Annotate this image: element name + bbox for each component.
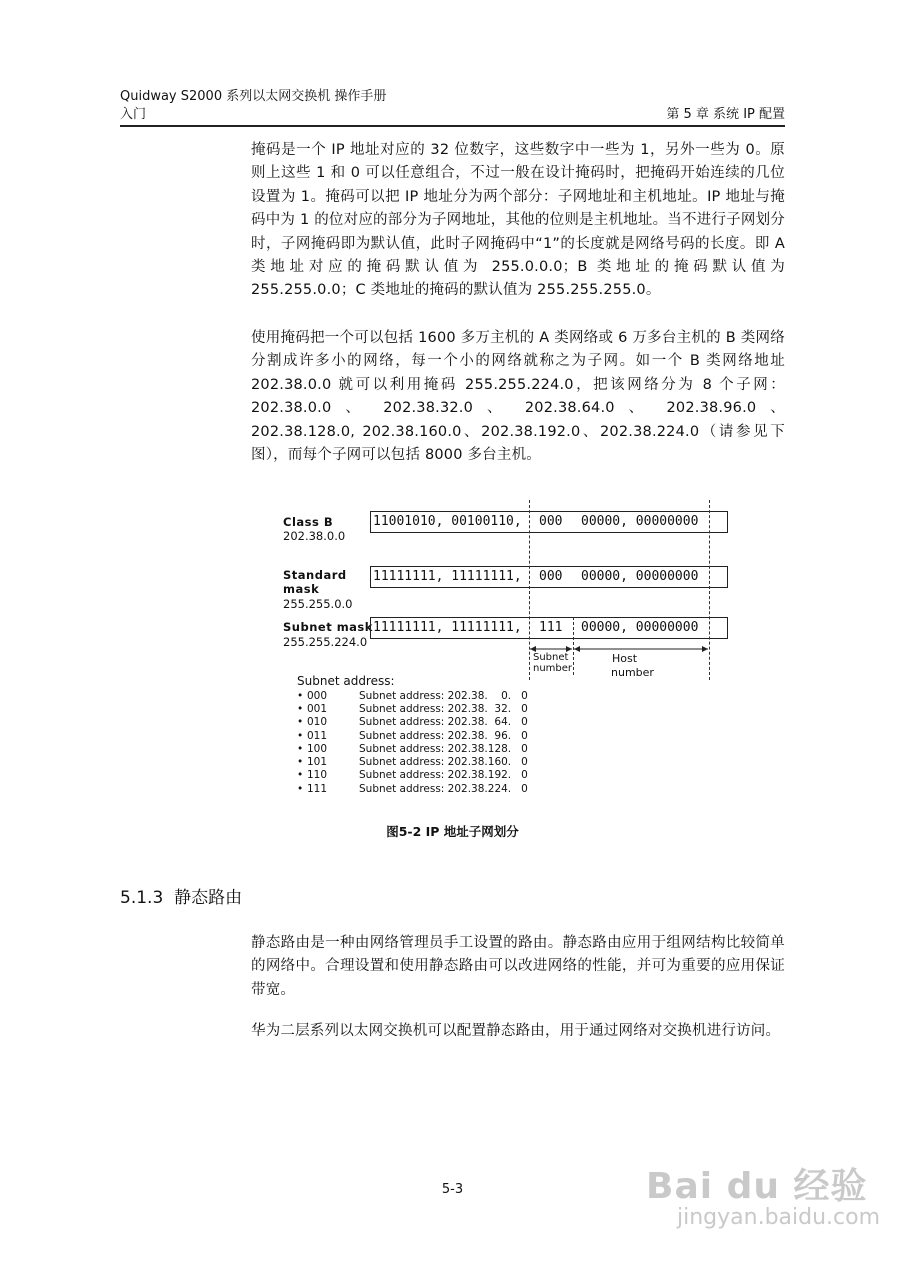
subnet-number-label: Subnet number xyxy=(533,652,573,674)
bits-subnet-mask xyxy=(370,617,728,639)
paragraph-mask-definition: 掩码是一个 IP 地址对应的 32 位数字，这些数字中一些为 1，另外一些为 0。原则上这些 1 和 0 可以任意组合，不过一般在设计掩码时，把掩码开始连续的几位设置为 1。掩码可以把 IP 地址分为两个部分：子网地址和主机地址。IP 地址与掩码中为 1 的位对应的部分为子网地址，其他的位则是主机地址。当不进行子网划分时，子网掩码即为默认值，此时子网掩码中“1”的长度就是网络号码的长度。即 A 类地址对应的掩码默认值为 255.0.0.0；B 类地址的掩码默认值为 255.255.0.0；C 类地址的掩码的默认值为 255.255.255.0。 xyxy=(251,142,785,299)
list-item: • 100 Subnet address: 202.38.128. 0 xyxy=(297,743,528,755)
arrow-left-icon xyxy=(574,646,580,652)
part-label: 入门 xyxy=(120,107,147,122)
arrow-right-icon xyxy=(702,646,708,652)
paragraph-static-route: 静态路由是一种由网络管理员手工设置的路由。静态路由应用于组网结构比较简单的网络中。合理设置和使用静态路由可以改进网络的性能，并可为重要的应用保证带宽。 xyxy=(251,935,785,998)
subnet-address-heading: Subnet address: xyxy=(297,674,395,688)
list-item: • 000 Subnet address: 202.38. 0. 0 xyxy=(297,690,528,702)
bullet-icon: • xyxy=(297,703,304,715)
bits-network: 11001010, 00100110, xyxy=(373,514,522,529)
baidu-logo: Bai du 经验 xyxy=(646,1166,868,1207)
bits-host: 00000, 00000000 xyxy=(581,514,699,529)
bullet-icon: • xyxy=(297,783,304,795)
bullet-icon: • xyxy=(297,756,304,768)
bullet-icon: • xyxy=(297,743,304,755)
list-item: • 010 Subnet address: 202.38. 64. 0 xyxy=(297,716,528,728)
bits-subnet: 111 xyxy=(539,620,563,635)
list-item: • 111 Subnet address: 202.38.224. 0 xyxy=(297,783,528,795)
row-value-standard-mask: 255.255.0.0 xyxy=(283,597,353,611)
chapter-label: 第 5 章 系统 IP 配置 xyxy=(666,107,785,122)
bits-standard-mask xyxy=(370,566,728,588)
header-rule xyxy=(120,125,785,127)
paragraph-subnetting: 使用掩码把一个可以包括 1600 多万主机的 A 类网络或 6 万多台主机的 B 类网络分割成许多小的网络，每一个小的网络就称之为子网。如一个 B 类网络地址 202.38.0.0 就可以利用掩码 255.255.224.0，把该网络分为 8 个子网：202.38.0.0 、 202.38.32.0 、 202.38.64.0 、 202.38.96.0 、 202.38.128.0, 202.38.160.0、202.38.192.0、202.38.224.0（请参见下图），而每个子网可以包括 8000 多台主机。 xyxy=(251,330,785,464)
figure-caption: 图5-2 IP 地址子网划分 xyxy=(386,824,519,839)
bits-subnet: 000 xyxy=(539,514,563,529)
section-title: 静态路由 xyxy=(174,888,243,908)
book-title: Quidway S2000 系列以太网交换机 操作手册 xyxy=(120,89,387,104)
bullet-icon: • xyxy=(297,769,304,781)
row-label-standard: Standard xyxy=(283,568,347,582)
bits-host: 00000, 00000000 xyxy=(581,620,699,635)
bits-class-b xyxy=(370,511,728,533)
row-label-subnet-mask: Subnet mask xyxy=(283,620,373,634)
row-label-class-b: Class B xyxy=(283,515,334,529)
list-item: • 011 Subnet address: 202.38. 96. 0 xyxy=(297,730,528,742)
row-value-subnet-mask: 255.255.224.0 xyxy=(283,635,368,649)
list-item: • 110 Subnet address: 202.38.192. 0 xyxy=(297,769,528,781)
page-number: 5-3 xyxy=(441,1182,464,1197)
section-number: 5.1.3 xyxy=(120,888,164,908)
row-label-mask: mask xyxy=(283,582,320,596)
list-item: • 101 Subnet address: 202.38.160. 0 xyxy=(297,756,528,768)
host-number-label: Host number xyxy=(611,652,654,679)
bullet-icon: • xyxy=(297,730,304,742)
bits-host: 00000, 00000000 xyxy=(581,569,699,584)
bullet-icon: • xyxy=(297,716,304,728)
bits-network: 11111111, 11111111, xyxy=(373,569,522,584)
bits-subnet: 000 xyxy=(539,569,563,584)
section-heading xyxy=(120,883,242,908)
bullet-icon: • xyxy=(297,690,304,702)
list-item: • 001 Subnet address: 202.38. 32. 0 xyxy=(297,703,528,715)
watermark-url: jingyan.baidu.com xyxy=(677,1205,881,1230)
paragraph-huawei-static-route: 华为二层系列以太网交换机可以配置静态路由，用于通过网络对交换机进行访问。 xyxy=(251,1023,781,1039)
row-value-class-b: 202.38.0.0 xyxy=(283,529,346,543)
bits-network: 11111111, 11111111, xyxy=(373,620,522,635)
